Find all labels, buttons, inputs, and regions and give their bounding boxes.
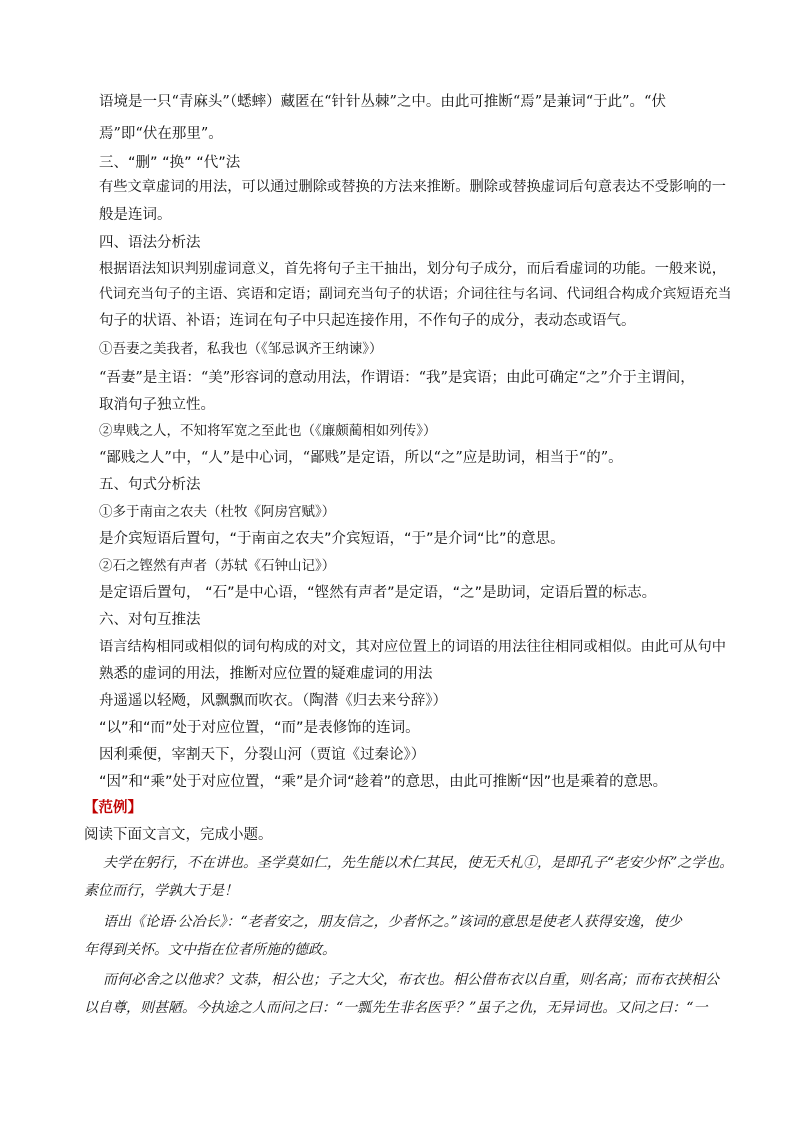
example-sentence: 舟遥遥以轻飏，风飘飘而吹衣。（陶潜《归去来兮辞》） bbox=[99, 693, 447, 709]
example-sentence: ②石之铿然有声者（苏轼《石钟山记》） bbox=[99, 558, 336, 574]
text-line: “以”和“而”处于对应位置，“而”是表修饰的连词。 bbox=[99, 720, 420, 736]
section-heading: 三、“删” “换” “代”法 bbox=[99, 155, 241, 171]
section-heading: 五、句式分析法 bbox=[99, 477, 201, 493]
text-line: 有些文章虚词的用法，可以通过删除或替换的方法来推断。删除或替换虚词后句意表达不受影响的一 bbox=[99, 179, 727, 195]
passage-line: 而何必舍之以他求？文恭，相公也；子之大父，布衣也。相公借布衣以自重，则名高；而布衣挟相公 bbox=[103, 972, 719, 988]
text-line: 是定语后置句， “石”是中心语，“铿然有声者”是定语，“之”是助词，定语后置的标志。 bbox=[99, 585, 657, 601]
passage-line: 语出《论语·公冶长》：“老者安之，朋友信之，少者怀之。”该词的意思是使老人获得安逸，使少 bbox=[103, 914, 682, 930]
section-heading: 四、语法分析法 bbox=[99, 235, 201, 251]
text-line: “鄙贱之人”中，“人”是中心词，“鄙贱”是定语，所以“之”应是助词，相当于“的”。 bbox=[99, 450, 623, 466]
passage-line: 以自尊，则甚陋。今执途之人而问之曰：“一瓢先生非名医乎？”虽子之仇，无异词也。又问之曰：“一 bbox=[84, 1000, 708, 1016]
text-line: 取消句子独立性。 bbox=[99, 397, 215, 413]
text-line: 般是连词。 bbox=[99, 207, 172, 223]
example-label: 【范例】 bbox=[84, 800, 142, 816]
text-line: 根据语法知识判别虚词意义，首先将句子主干抽出，划分句子成分，而后看虚词的功能。一般来说， bbox=[99, 261, 727, 277]
instruction-text: 阅读下面文言文，完成小题。 bbox=[84, 827, 273, 843]
example-sentence: ①吾妻之美我者，私我也（《邹忌讽齐王纳谏》） bbox=[99, 341, 383, 357]
example-sentence: ①多于南亩之农夫（杜牧《阿房宫赋》） bbox=[99, 504, 336, 520]
text-line: 语境是一只“青麻头”（蟋蟀）藏匿在“针针丛棘”之中。由此可推断“焉”是兼词“于此”。“伏 bbox=[99, 94, 666, 110]
text-line: “吾妻”是主语：“美”形容词的意动用法，作谓语：“我”是宾语；由此可确定“之”介于主谓间， bbox=[99, 370, 695, 386]
text-line: “因”和“乘”处于对应位置，“乘”是介词“趁着”的意思，由此可推断“因”也是乘着的意思。 bbox=[99, 774, 668, 790]
text-line: 句子的状语、补语；连词在句子中只起连接作用，不作句子的成分，表动态或语气。 bbox=[99, 313, 636, 329]
text-line: 是介宾短语后置句，“于南亩之农夫”介宾短语，“于”是介词“比”的意思。 bbox=[99, 531, 565, 547]
section-heading: 六、对句互推法 bbox=[99, 612, 201, 628]
text-line: 语言结构相同或相似的词句构成的对文，其对应位置上的词语的用法往往相同或相似。由此可从句中 bbox=[99, 639, 727, 655]
text-line: 代词充当句子的主语、宾语和定语；副词充当句子的状语；介词往往与名词、代词组合构成介宾短语充当 bbox=[99, 286, 732, 302]
text-line: 焉”即“伏在那里”。 bbox=[99, 126, 223, 142]
text-line: 熟悉的虚词的用法，推断对应位置的疑难虚词的用法 bbox=[99, 666, 433, 682]
passage-line: 年得到关怀。文中指在位者所施的德政。 bbox=[84, 942, 336, 958]
passage-line: 素位而行，学孰大于是！ bbox=[84, 883, 238, 899]
example-sentence: 因利乘便，宰割天下，分裂山河（贾谊《过秦论》） bbox=[99, 747, 426, 763]
example-sentence: ②卑贱之人，不知将军宽之至此也（《廉颇蔺相如列传》） bbox=[99, 423, 437, 439]
passage-line: 夫学在躬行，不在讲也。圣学莫如仁，先生能以术仁其民，使无夭札①，是即孔子“老安少怀”之学也。 bbox=[103, 855, 734, 871]
